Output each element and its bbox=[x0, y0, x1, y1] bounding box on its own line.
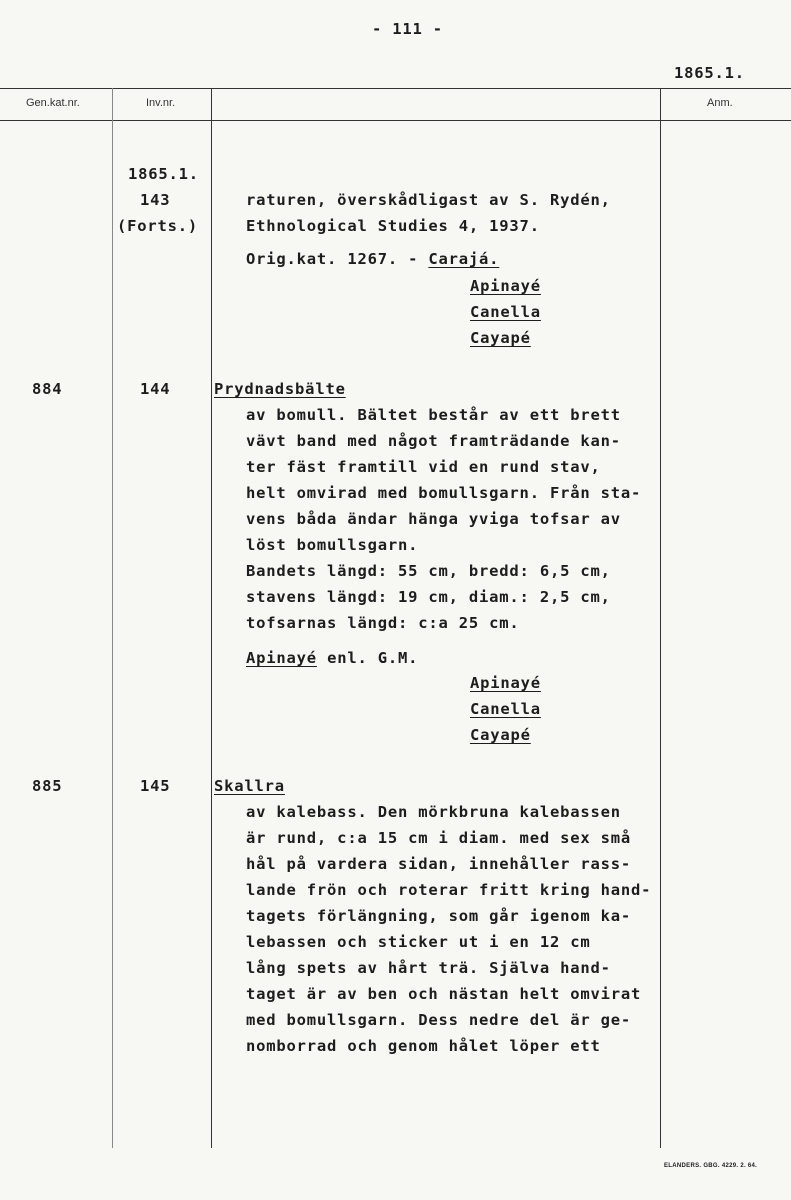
tribe-name: Apinayé bbox=[470, 674, 541, 692]
inv-number: 145 bbox=[140, 777, 171, 795]
column-header-anm: Anm. bbox=[707, 97, 733, 109]
orig-cat-prefix: Orig.kat. 1267. - bbox=[246, 250, 429, 268]
column-header-gen: Gen.kat.nr. bbox=[26, 97, 80, 109]
entry-text-line: stavens längd: 19 cm, diam.: 2,5 cm, bbox=[246, 588, 611, 606]
entry-text-line: hål på vardera sidan, innehåller rass- bbox=[246, 855, 632, 873]
attribution-tribe: Apinayé bbox=[246, 649, 317, 667]
entry-text-line: taget är av ben och nästan helt omvirat bbox=[246, 985, 642, 1003]
entry-text-line: med bomullsgarn. Dess nedre del är ge- bbox=[246, 1011, 632, 1029]
page-number: - 111 - bbox=[372, 20, 443, 38]
orig-cat-name: Carajá. bbox=[428, 250, 500, 268]
column-divider-text bbox=[211, 88, 212, 1148]
attribution-source: enl. G.M. bbox=[316, 649, 419, 667]
inv-number: 1865.1. bbox=[128, 165, 199, 183]
inv-continued-note: (Forts.) bbox=[117, 217, 199, 235]
tribe-name: Cayapé bbox=[470, 726, 531, 744]
entry-text-line: nomborrad och genom hålet löper ett bbox=[246, 1037, 601, 1055]
inv-number: 143 bbox=[140, 191, 171, 209]
header-top-rule bbox=[0, 88, 791, 89]
orig-cat-line bbox=[246, 250, 499, 268]
entry-text-line: är rund, c:a 15 cm i diam. med sex små bbox=[246, 829, 632, 847]
entry-text-line: vens båda ändar hänga yviga tofsar av bbox=[246, 510, 621, 528]
header-bottom-rule bbox=[0, 120, 791, 121]
column-header-inv: Inv.nr. bbox=[146, 97, 176, 109]
entry-text-line: Ethnological Studies 4, 1937. bbox=[246, 217, 540, 235]
tribe-name: Canella bbox=[470, 303, 541, 321]
entry-text-line: av bomull. Bältet består av ett brett bbox=[246, 406, 621, 424]
entry-heading: Skallra bbox=[214, 777, 285, 795]
entry-text-line: helt omvirad med bomullsgarn. Från sta- bbox=[246, 484, 642, 502]
inv-number: 144 bbox=[140, 380, 171, 398]
gen-cat-number: 884 bbox=[32, 380, 63, 398]
entry-text-line: Bandets längd: 55 cm, bredd: 6,5 cm, bbox=[246, 562, 611, 580]
tribe-name: Apinayé bbox=[470, 277, 541, 295]
printer-imprint: ELANDERS. GBG. 4229. 2. 64. bbox=[664, 1163, 758, 1169]
entry-text-line: lång spets av hårt trä. Själva hand- bbox=[246, 959, 611, 977]
column-divider-inv bbox=[112, 88, 113, 1148]
attribution-line bbox=[246, 649, 418, 667]
entry-text-line: lebassen och sticker ut i en 12 cm bbox=[246, 933, 591, 951]
tribe-name: Canella bbox=[470, 700, 541, 718]
entry-heading: Prydnadsbälte bbox=[214, 380, 346, 398]
entry-text-line: av kalebass. Den mörkbruna kalebassen bbox=[246, 803, 621, 821]
entry-text-line: ter fäst framtill vid en rund stav, bbox=[246, 458, 601, 476]
entry-text-line: vävt band med något framträdande kan- bbox=[246, 432, 621, 450]
entry-text-line: raturen, överskådligast av S. Rydén, bbox=[246, 191, 611, 209]
entry-text-line: lande frön och roterar fritt kring hand- bbox=[246, 881, 652, 899]
catalogue-reference: 1865.1. bbox=[674, 64, 745, 82]
entry-text-line: löst bomullsgarn. bbox=[246, 536, 419, 554]
tribe-name: Cayapé bbox=[470, 329, 531, 347]
entry-text-line: tagets förlängning, som går igenom ka- bbox=[246, 907, 632, 925]
gen-cat-number: 885 bbox=[32, 777, 63, 795]
column-divider-anm bbox=[660, 88, 661, 1148]
entry-text-line: tofsarnas längd: c:a 25 cm. bbox=[246, 614, 520, 632]
